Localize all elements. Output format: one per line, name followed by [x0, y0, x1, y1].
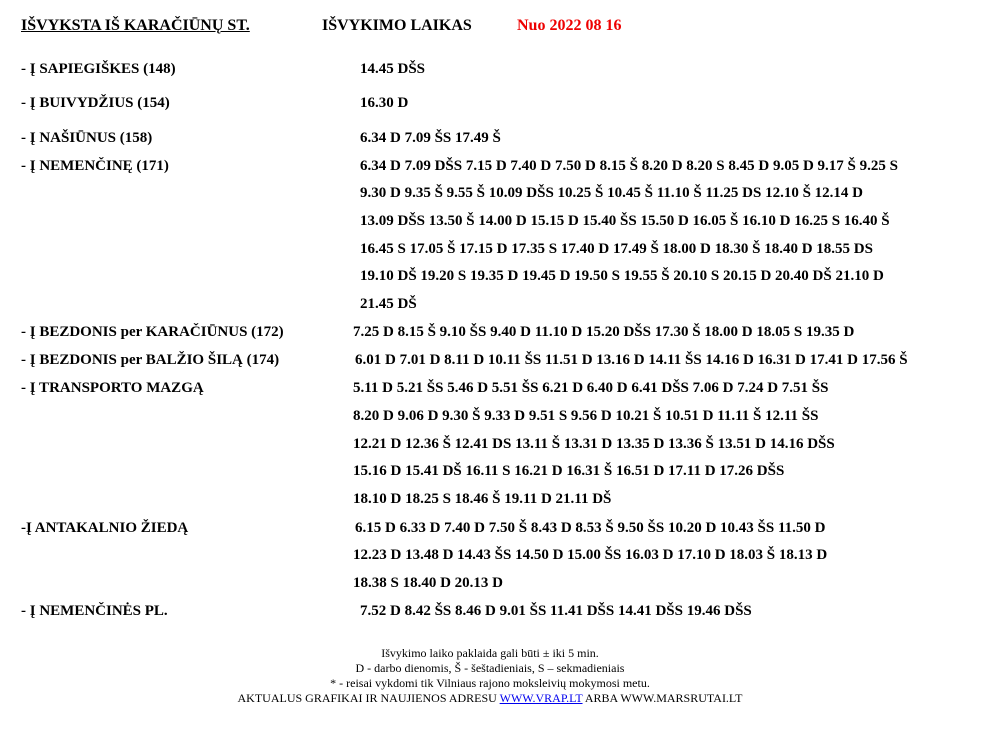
route-171-times-5: 19.10 DŠ 19.20 S 19.35 D 19.45 D 19.50 S 19.55 Š 20.10 S 20.15 D 20.40 DŠ 21.10 D [360, 268, 884, 284]
route-transport-hub-times-1: 5.11 D 5.21 ŠS 5.46 D 5.51 ŠS 6.21 D 6.40 D 6.41 DŠS 7.06 D 7.24 D 7.51 ŠS [353, 380, 829, 396]
footer-note-school: * - reisai vykdomi tik Vilniaus rajono moksleivių mokymosi metu. [330, 676, 650, 690]
route-172-times: 7.25 D 8.15 Š 9.10 ŠS 9.40 D 11.10 D 15.20 DŠS 17.30 Š 18.00 D 18.05 S 19.35 D [353, 324, 855, 340]
route-171-times-2: 9.30 D 9.35 Š 9.55 Š 10.09 DŠS 10.25 Š 10.45 Š 11.10 Š 11.25 DS 12.10 Š 12.14 D [360, 185, 864, 201]
route-158-name: - Į NAŠIŪNUS (158) [21, 130, 153, 146]
route-transport-hub-times-3: 12.21 D 12.36 Š 12.41 DS 13.11 Š 13.31 D 13.35 D 13.36 Š 13.51 D 14.16 DŠS [353, 436, 835, 452]
route-174-name: - Į BEZDONIS per BALŽIO ŠILĄ (174) [21, 352, 280, 368]
route-172-name: - Į BEZDONIS per KARAČIŪNUS (172) [21, 324, 284, 340]
route-171-name: - Į NEMENČINĘ (171) [21, 158, 169, 174]
route-171-times-4: 16.45 S 17.05 Š 17.15 D 17.35 S 17.40 D 17.49 Š 18.00 D 18.30 Š 18.40 D 18.55 DS [360, 241, 873, 257]
page-title: IŠVYKSTA IŠ KARAČIŪNŲ ST. [21, 17, 250, 34]
departure-time-heading: IŠVYKIMO LAIKAS [322, 17, 472, 34]
route-antakalnis-times-3: 18.38 S 18.40 D 20.13 D [353, 575, 504, 591]
footer-links [0, 691, 980, 706]
route-antakalnis-name: -Į ANTAKALNIO ŽIEDĄ [21, 520, 189, 536]
route-transport-hub-times-2: 8.20 D 9.06 D 9.30 Š 9.33 D 9.51 S 9.56 D 10.21 Š 10.51 D 11.11 Š 12.11 ŠS [353, 408, 819, 424]
footer-links-prefix: AKTUALUS GRAFIKAI IR NAUJIENOS ADRESU [237, 691, 500, 705]
route-transport-hub-times-4: 15.16 D 15.41 DŠ 16.11 S 16.21 D 16.31 Š 16.51 D 17.11 D 17.26 DŠS [353, 463, 785, 479]
marsrutai-link: WWW.MARSRUTAI.LT [620, 691, 743, 705]
route-nemencine-hwy-name: - Į NEMENČINĖS PL. [21, 603, 168, 619]
route-171-times-6: 21.45 DŠ [360, 296, 417, 312]
route-154-name: - Į BUIVYDŽIUS (154) [21, 95, 170, 111]
route-148-name: - Į SAPIEGIŠKES (148) [21, 61, 176, 77]
footer-note-legend: D - darbo dienomis, Š - šeštadieniais, S – sekmadieniais [355, 661, 625, 675]
vrap-link[interactable]: WWW.VRAP.LT [499, 691, 583, 705]
route-transport-hub-times-5: 18.10 D 18.25 S 18.46 Š 19.11 D 21.11 DŠ [353, 491, 612, 507]
route-148-times: 14.45 DŠS [360, 61, 426, 77]
route-154-times: 16.30 D [360, 95, 409, 111]
valid-from-date: Nuo 2022 08 16 [517, 17, 622, 34]
route-antakalnis-times-1: 6.15 D 6.33 D 7.40 D 7.50 Š 8.43 D 8.53 Š 9.50 ŠS 10.20 D 10.43 ŠS 11.50 D [355, 520, 826, 536]
route-171-times-1: 6.34 D 7.09 DŠS 7.15 D 7.40 D 7.50 D 8.15 Š 8.20 D 8.20 S 8.45 D 9.05 D 9.17 Š 9.25 S [360, 158, 898, 174]
route-174-times: 6.01 D 7.01 D 8.11 D 10.11 ŠS 11.51 D 13.16 D 14.11 ŠS 14.16 D 16.31 D 17.41 D 17.56 Š [355, 352, 908, 368]
footer-note-tolerance: Išvykimo laiko paklaida gali būti ± iki 5 min. [381, 646, 599, 660]
route-antakalnis-times-2: 12.23 D 13.48 D 14.43 ŠS 14.50 D 15.00 ŠS 16.03 D 17.10 D 18.03 Š 18.13 D [353, 547, 828, 563]
route-nemencine-hwy-times: 7.52 D 8.42 ŠS 8.46 D 9.01 ŠS 11.41 DŠS 14.41 DŠS 19.46 DŠS [360, 603, 752, 619]
route-transport-hub-name: - Į TRANSPORTO MAZGĄ [21, 380, 204, 396]
route-171-times-3: 13.09 DŠS 13.50 Š 14.00 D 15.15 D 15.40 ŠS 15.50 D 16.05 Š 16.10 D 16.25 S 16.40 Š [360, 213, 890, 229]
footer-links-mid: ARBA [582, 691, 621, 705]
route-158-times: 6.34 D 7.09 ŠS 17.49 Š [360, 130, 501, 146]
